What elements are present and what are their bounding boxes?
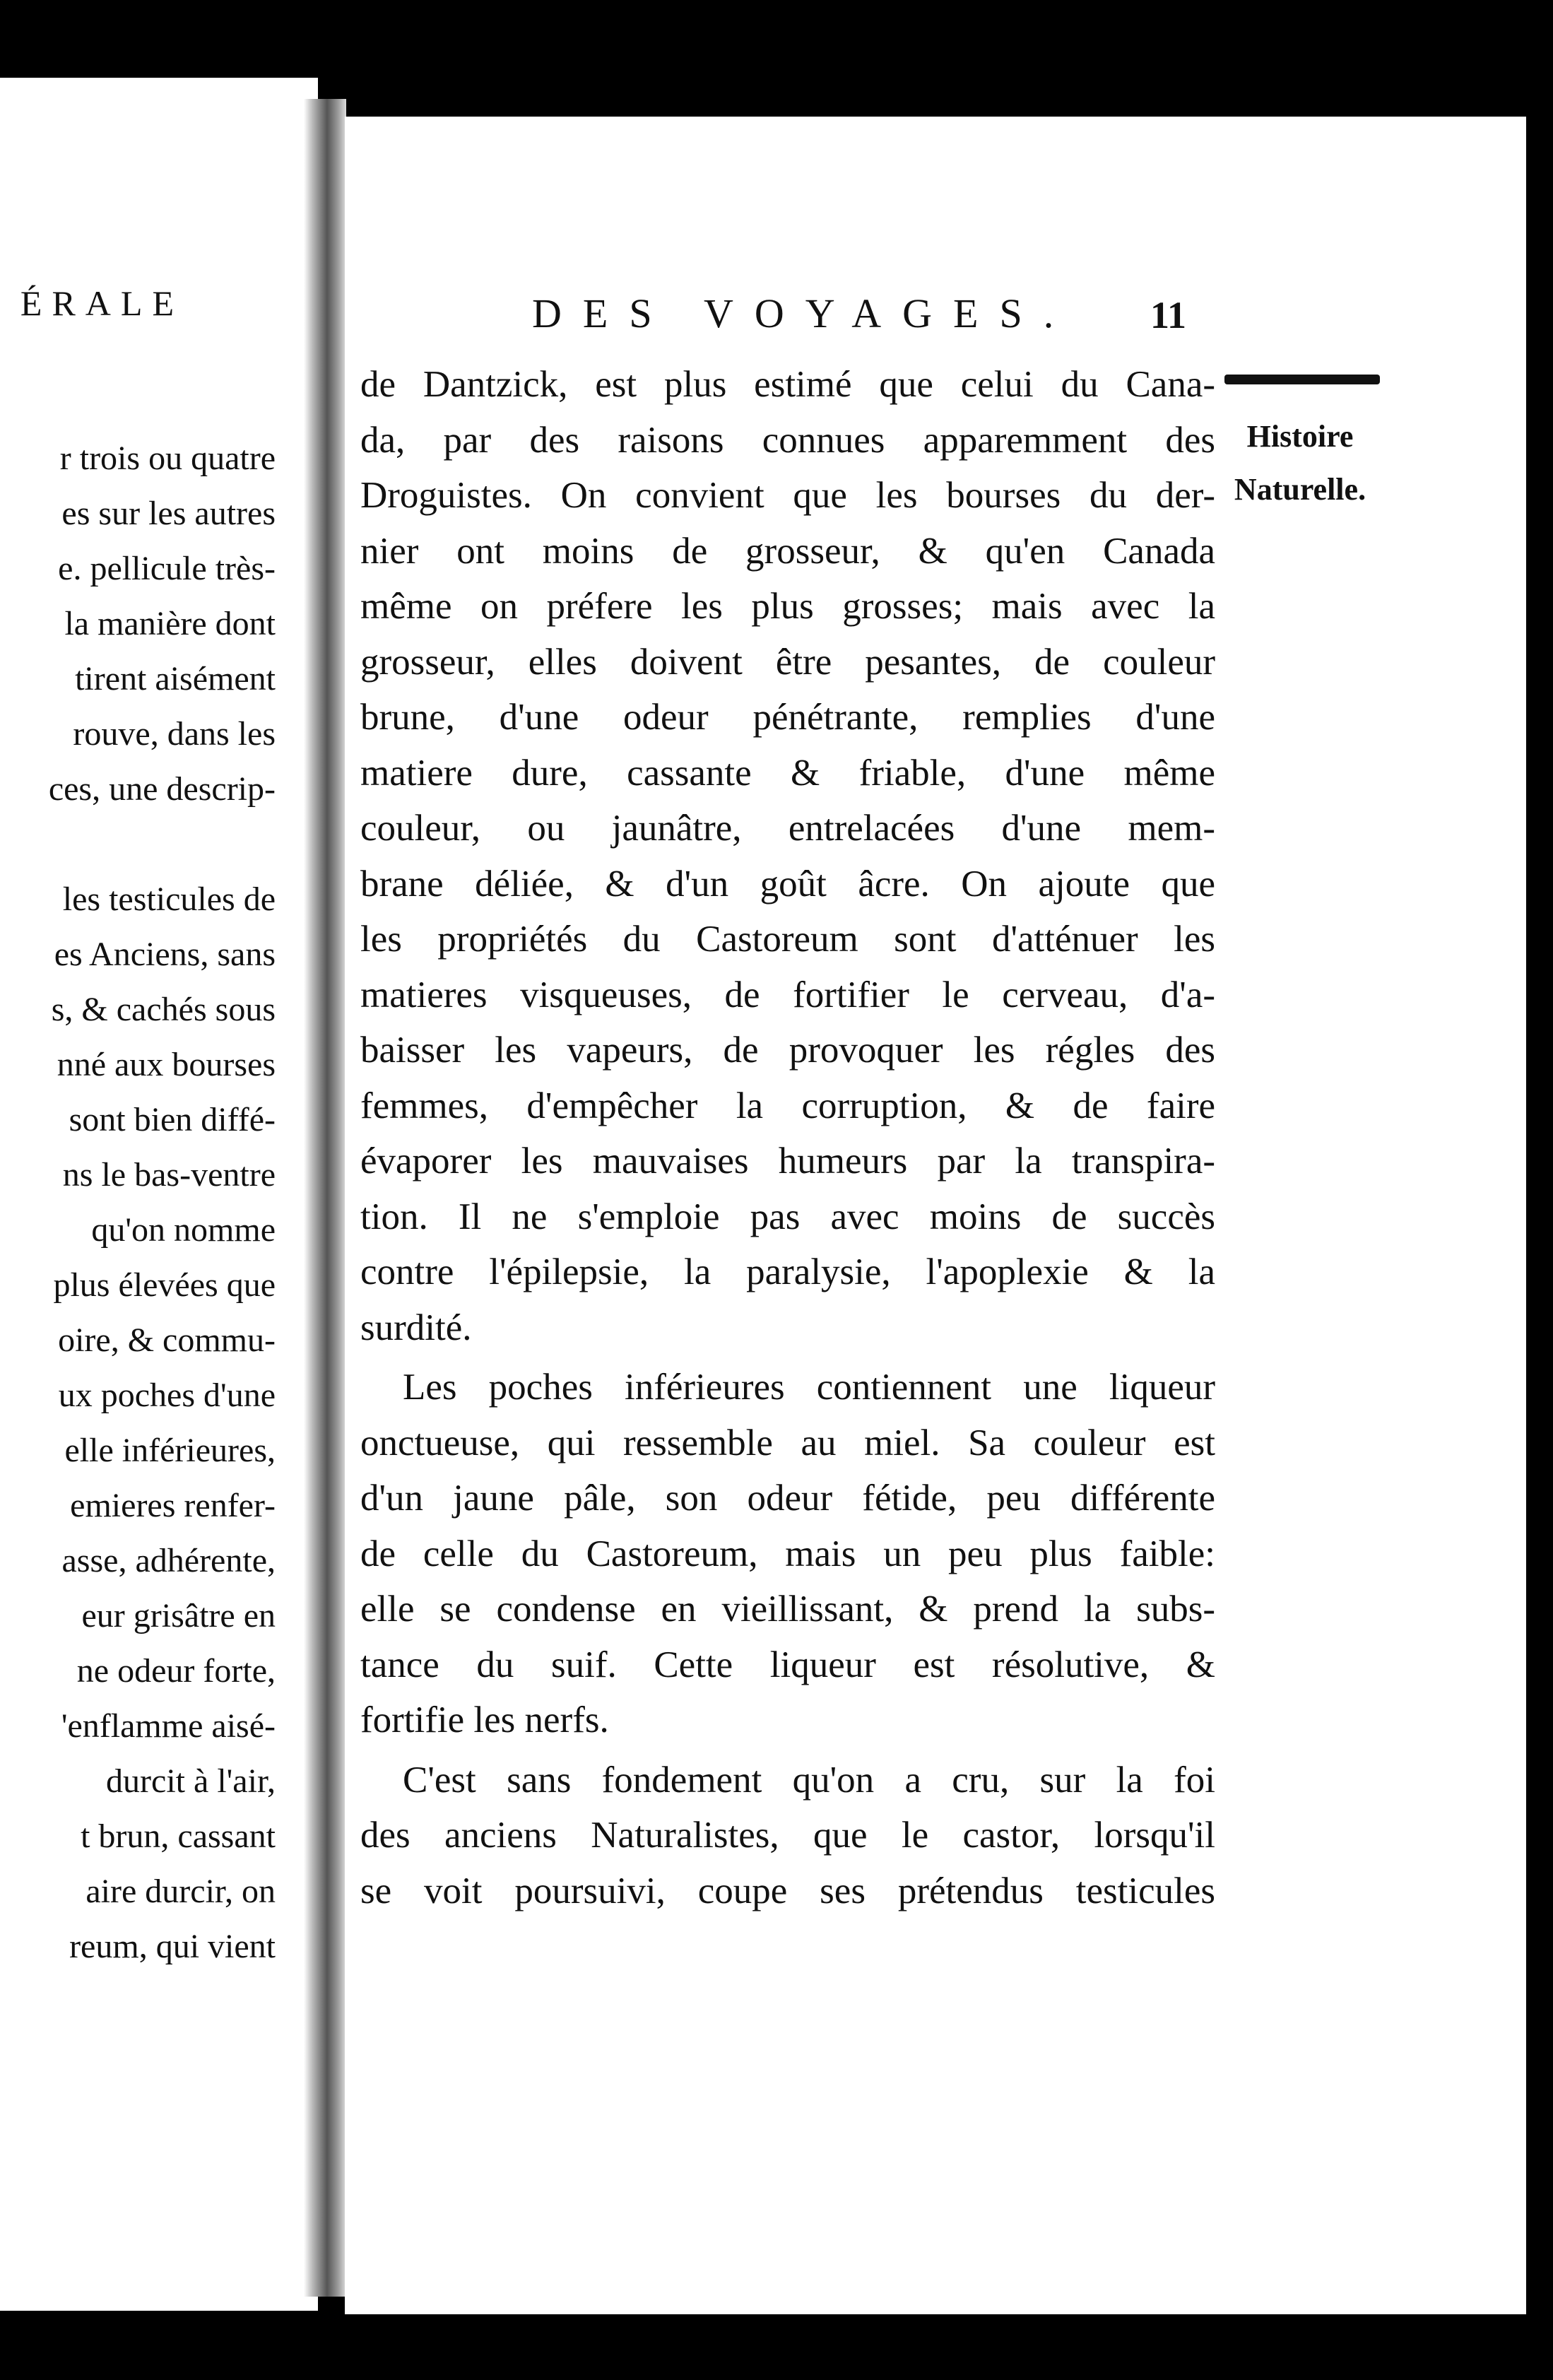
- text-line: es Anciens, sans: [54, 936, 276, 973]
- text-line: contre l'épilepsie, la paralysie, l'apoplexie & la: [360, 1251, 1215, 1292]
- text-line: ns le bas-ventre: [62, 1156, 276, 1194]
- text-line: femmes, d'empêcher la corruption, & de faire: [360, 1085, 1215, 1126]
- margin-rule: [1224, 375, 1380, 384]
- left-page: [0, 78, 318, 2311]
- text-line: baisser les vapeurs, de provoquer les régles des: [360, 1030, 1215, 1071]
- book-gutter: [304, 99, 346, 2297]
- text-line: reum, qui vient: [69, 1928, 276, 1965]
- page-number: 11: [1150, 294, 1187, 336]
- text-line: se voit poursuivi, coupe ses prétendus testicules: [360, 1870, 1215, 1911]
- paragraph-gap: [49, 817, 276, 872]
- text-line: t brun, cassant: [81, 1818, 276, 1855]
- text-line: évaporer les mauvaises humeurs par la transpira-: [360, 1141, 1215, 1182]
- text-line: C'est sans fondement qu'on a cru, sur la foi: [403, 1759, 1215, 1801]
- text-line: ces, une descrip-: [48, 770, 276, 808]
- text-line: ne odeur forte,: [76, 1652, 276, 1690]
- body-text: [360, 357, 1215, 1919]
- text-line: plus élevées que: [53, 1266, 276, 1304]
- text-line: elle inférieures,: [64, 1432, 276, 1469]
- text-line: es sur les autres: [61, 495, 276, 532]
- text-line: ux poches d'une: [58, 1377, 276, 1414]
- text-line: de Dantzick, est plus estimé que celui du Cana-: [360, 364, 1215, 405]
- text-line: surdité.: [360, 1307, 472, 1348]
- text-line: Droguistes. On convient que les bourses du der-: [360, 475, 1215, 516]
- text-line: nier ont moins de grosseur, & qu'en Canada: [360, 530, 1215, 572]
- text-line: couleur, ou jaunâtre, entrelacées d'une mem-: [360, 808, 1215, 849]
- text-line: matieres visqueuses, de fortifier le cerveau, d'a-: [360, 974, 1215, 1015]
- text-line: s, & cachés sous: [51, 991, 276, 1028]
- text-line: sont bien diffé-: [69, 1101, 276, 1138]
- text-line: la manière dont: [64, 605, 276, 642]
- text-line: fortifie les nerfs.: [360, 1699, 609, 1740]
- text-line: eur grisâtre en: [81, 1597, 276, 1634]
- left-page-text: [49, 431, 276, 1974]
- scan-border: [1526, 117, 1553, 2314]
- text-line: aire durcir, on: [85, 1873, 276, 1910]
- text-line: nné aux bourses: [57, 1046, 276, 1083]
- text-line: elle se condense en vieillissant, & prend la subs-: [360, 1589, 1215, 1630]
- text-line: r trois ou quatre: [59, 440, 276, 477]
- text-line: tirent aisément: [75, 660, 276, 697]
- text-line: des anciens Naturalistes, que le castor, lorsqu'il: [360, 1815, 1215, 1856]
- text-line: brune, d'une odeur pénétrante, remplies d'une: [360, 697, 1215, 738]
- margin-note: [1215, 410, 1385, 516]
- text-line: da, par des raisons connues apparemment des: [360, 419, 1215, 461]
- text-line: onctueuse, qui ressemble au miel. Sa couleur est: [360, 1422, 1215, 1463]
- text-line: d'un jaune pâle, son odeur fétide, peu différente: [360, 1478, 1215, 1519]
- text-line: grosseur, elles doivent être pesantes, de couleur: [360, 641, 1215, 683]
- margin-note-line: Naturelle.: [1234, 472, 1366, 507]
- text-line: tion. Il ne s'emploie pas avec moins de succès: [360, 1196, 1215, 1237]
- text-line: Les poches inférieures contiennent une liqueur: [403, 1367, 1215, 1408]
- text-line: de celle du Castoreum, mais un peu plus faible:: [360, 1533, 1215, 1574]
- text-line: 'enflamme aisé-: [61, 1707, 276, 1745]
- text-line: même on préfere les plus grosses; mais avec la: [360, 586, 1215, 627]
- text-line: asse, adhérente,: [61, 1542, 276, 1579]
- text-line: durcit à l'air,: [106, 1762, 276, 1800]
- text-line: rouve, dans les: [73, 715, 276, 753]
- text-line: tance du suif. Cette liqueur est résolutive, &: [360, 1644, 1215, 1685]
- text-line: brane déliée, & d'un goût âcre. On ajoute que: [360, 863, 1215, 905]
- left-running-head: ÉRALE: [20, 283, 184, 323]
- text-line: e. pellicule très-: [58, 550, 276, 587]
- running-head: DES VOYAGES.: [532, 290, 1075, 336]
- text-line: matiere dure, cassante & friable, d'une même: [360, 752, 1215, 794]
- text-line: oire, & commu-: [58, 1321, 276, 1359]
- margin-note-line: Histoire: [1246, 419, 1354, 454]
- right-page: [345, 117, 1526, 2314]
- text-line: les testicules de: [62, 880, 276, 918]
- text-line: emieres renfer-: [70, 1487, 276, 1524]
- text-line: les propriétés du Castoreum sont d'atténuer les: [360, 919, 1215, 960]
- text-line: qu'on nomme: [91, 1211, 276, 1249]
